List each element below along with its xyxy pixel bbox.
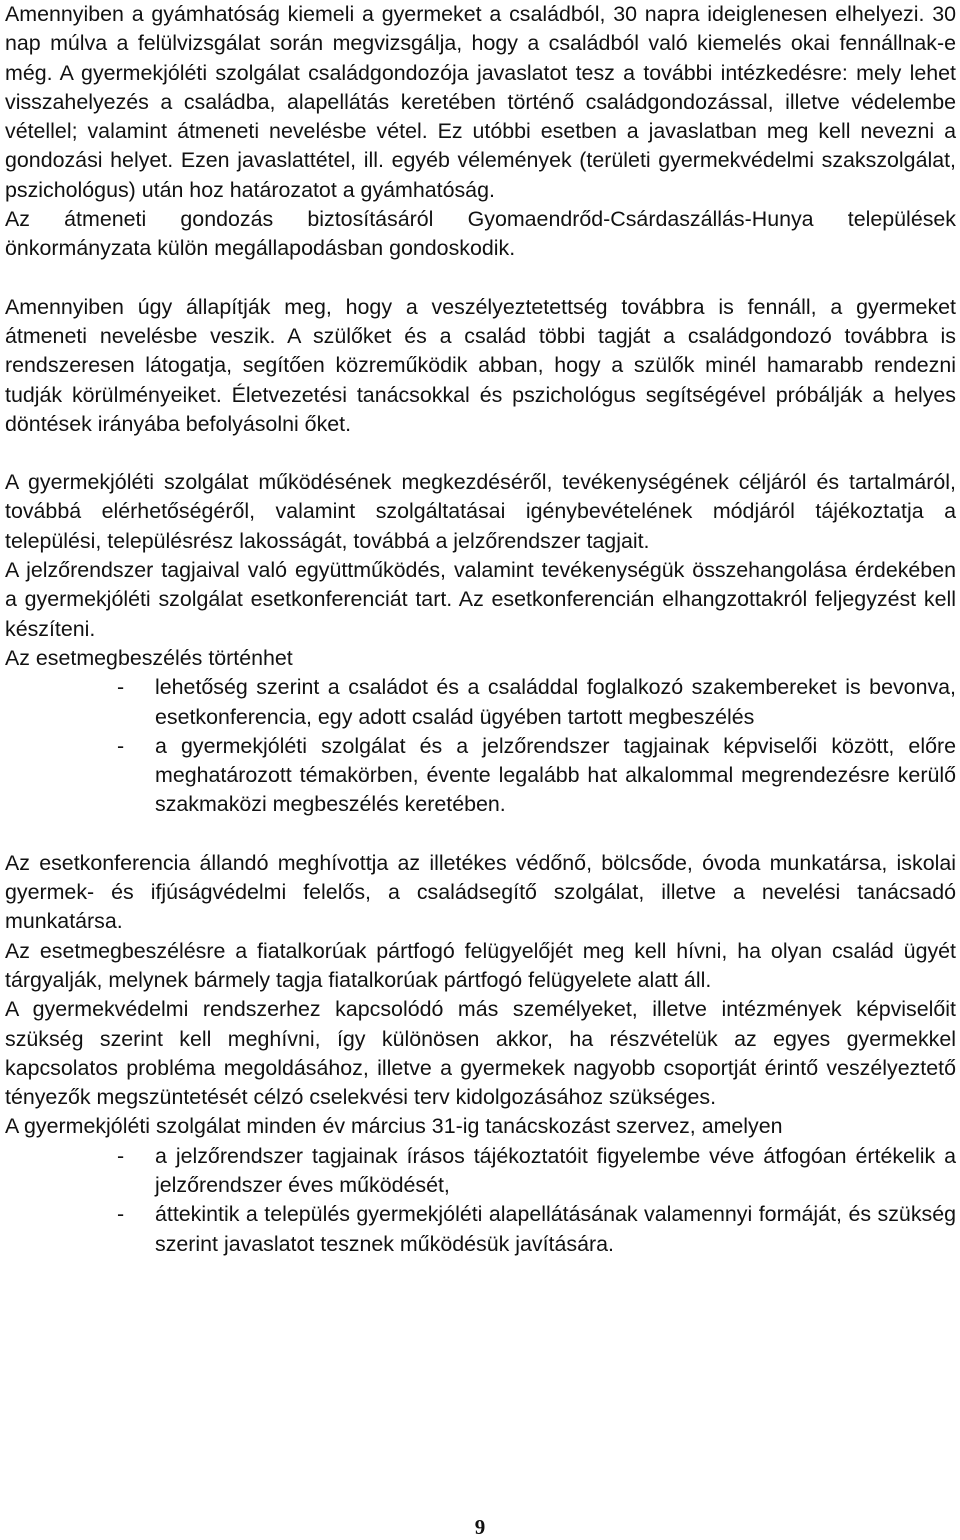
paragraph-annual-meeting-intro: A gyermekjóléti szolgálat minden év március 31-ig tanácskozást szervez, amelyen <box>5 1114 783 1139</box>
paragraph-case-meeting-intro: Az esetmegbeszélés történhet <box>5 645 293 670</box>
paragraph-temporary-placement: Amennyiben a gyámhatóság kiemeli a gyermeket a családból, 30 napra ideiglenesen elhelyezi. 30 nap múlva a felülvizsgálat során megvizsgálja, hogy a családból való kiemelés okai fennállnak-e még. A gyermekjóléti szolgálat családgondozója javaslatot tesz a további intézkedésre: mely lehet visszahelyezés a családba, alapellátás keretében történő családgondozással, illetve védelembe vétellel; valamint átmeneti nevelésbe vétel. Ez utóbbi esetben a javaslatban meg kell nevezni a gondozási helyet. Ezen javaslattétel, ill. egyéb vélemények (területi gyermekvédelmi szakszolgálat, pszichológus) után hoz határozatot a gyámhatóság. <box>5 2 956 202</box>
list-item <box>5 1142 956 1201</box>
list-dash: - <box>117 1202 125 1227</box>
list-dash: - <box>117 1143 125 1168</box>
paragraph-information: A gyermekjóléti szolgálat működésének megkezdéséről, tevékenységének céljáról és tartalmáról, továbbá elérhetőségéről, valamint szolgáltatásai igénybevételének módjáról tájékoztatja a települési, településrész lakosságát, továbbá a jelzőrendszer tagjait. <box>5 470 956 553</box>
list-dash: - <box>117 733 125 758</box>
list-item-text: lehetőség szerint a családot és a családdal foglalkozó szakembereket is bevonva, esetkonferencia, egy adott család ügyében tartott megbeszélés <box>155 675 956 729</box>
paragraph-case-conference: A jelzőrendszer tagjaival való együttműködés, valamint tevékenységük összehangolása érdekében a gyermekjóléti szolgálat esetkonferenciát tart. Az esetkonferencián elhangzottakról feljegyzést kell készíteni. <box>5 558 956 641</box>
paragraph-endangerment: Amennyiben úgy állapítják meg, hogy a veszélyeztetettség továbbra is fennáll, a gyermeket átmeneti nevelésbe veszik. A szülőket és a család többi tagját a családgondozó továbbra is rendszeresen látogatja, segítően közreműködik abban, hogy a szülők minél hamarabb rendezni tudják körülményeiket. Életvezetési tanácsokkal és pszichológus segítségével próbálják a helyes döntések irányába befolyásolni őket. <box>5 294 956 436</box>
list-item-text: a gyermekjóléti szolgálat és a jelzőrendszer tagjainak képviselői között, előre meghatározott témakörben, évente legalább hat alkalommal megrendezésre kerülő szakmaközi megbeszélés keretében. <box>155 733 956 817</box>
page-number: 9 <box>474 1515 486 1539</box>
list-dash: - <box>117 675 125 700</box>
case-meeting-list <box>5 673 956 819</box>
paragraph-temporary-care: Az átmeneti gondozás biztosításáról Gyomaendrőd-Csárdaszállás-Hunya települések önkormányzata külön megállapodásban gondoskodik. <box>5 207 956 261</box>
document-page <box>5 0 956 1259</box>
list-item <box>5 673 956 732</box>
paragraph-probation-officer: Az esetmegbeszélésre a fiatalkorúak pártfogó felügyelőjét meg kell hívni, ha olyan család ügyét tárgyalják, melynek bármely tagja fiatalkorúak pártfogó felügyelete alatt áll. <box>5 938 956 992</box>
list-item <box>5 732 956 820</box>
list-item-text: áttekintik a település gyermekjóléti alapellátásának valamennyi formáját, és szükség szerint javaslatot tesznek működésük javítására. <box>155 1202 956 1256</box>
list-item <box>5 1200 956 1259</box>
list-item-text: a jelzőrendszer tagjainak írásos tájékoztatóit figyelembe véve átfogóan értékelik a jelzőrendszer éves működését, <box>155 1143 956 1197</box>
paragraph-permanent-invitees: Az esetkonferencia állandó meghívottja az illetékes védőnő, bölcsőde, óvoda munkatársa, iskolai gyermek- és ifjúságvédelmi felelős, a családsegítő szolgálat, illetve a nevelési tanácsadó munkatársa. <box>5 850 956 934</box>
paragraph-other-invitees: A gyermekvédelmi rendszerhez kapcsolódó más személyeket, illetve intézmények képviselőit szükség szerint kell meghívni, így különösen akkor, ha részvételük az egyes gyermekkel kapcsolatos probléma megoldásához, illetve a gyermekek nagyobb csoportját érintő veszélyeztető tényezők megszüntetését célzó cselekvési terv kidolgozásához szükséges. <box>5 997 956 1110</box>
annual-meeting-list <box>5 1142 956 1259</box>
